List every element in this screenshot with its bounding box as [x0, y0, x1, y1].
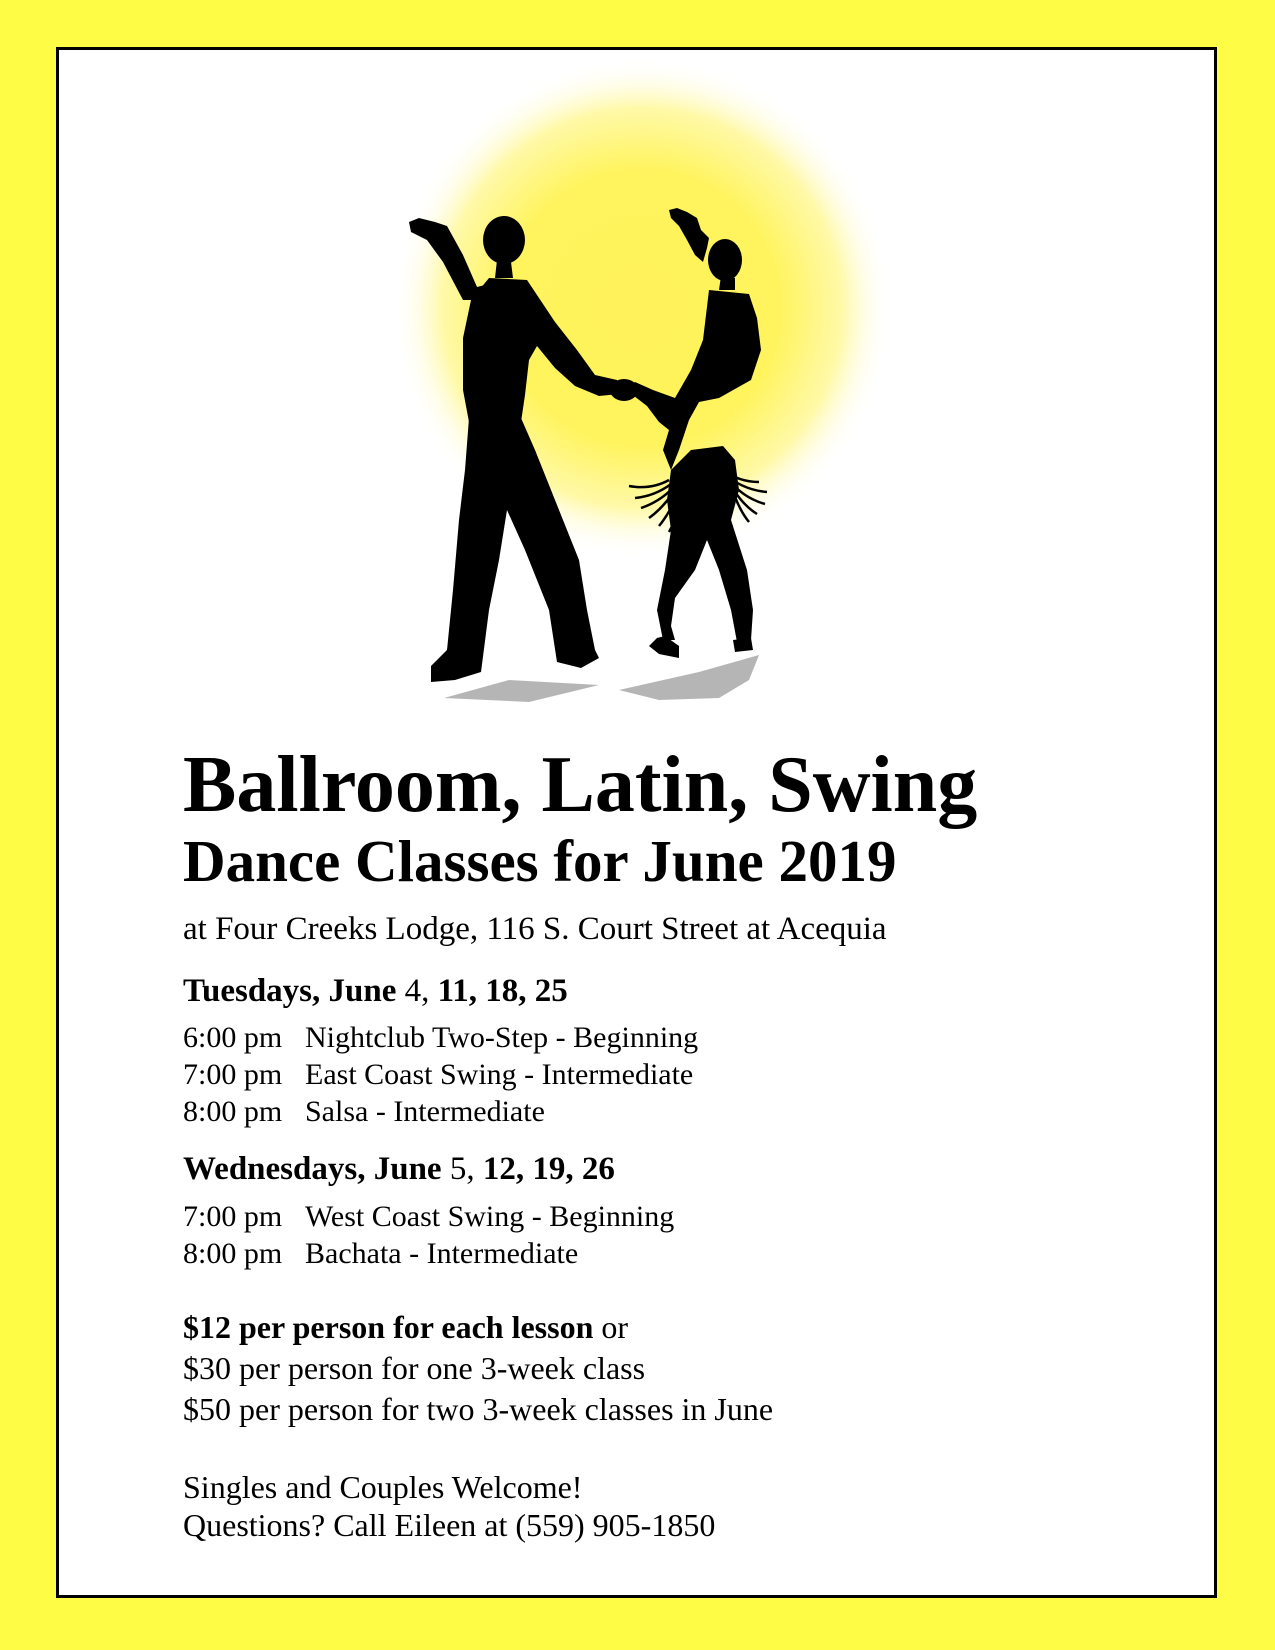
wednesday-class-list — [183, 1198, 674, 1272]
class-item — [183, 1019, 698, 1056]
class-time: 6:00 pm — [183, 1021, 283, 1054]
wednesday-day-label: Wednesdays, June — [183, 1151, 442, 1187]
tuesday-heading — [183, 972, 568, 1012]
flyer-subtitle: Dance Classes for June 2019 — [183, 828, 897, 894]
pricing-block — [183, 1307, 773, 1430]
tuesday-dates: 11, 18, 25 — [437, 973, 568, 1009]
pricing-line-3: $50 per person for two 3-week classes in June — [183, 1391, 774, 1427]
flyer-page — [56, 47, 1217, 1598]
wednesday-dates: 12, 19, 26 — [482, 1151, 615, 1187]
tuesday-first-date: 4, — [404, 973, 430, 1009]
class-time: 7:00 pm — [183, 1058, 283, 1091]
class-time: 8:00 pm — [183, 1095, 283, 1128]
class-item — [183, 1056, 698, 1093]
tuesday-class-list — [183, 1019, 698, 1130]
class-name: West Coast Swing - Beginning — [305, 1200, 675, 1233]
per-lesson-suffix: or — [601, 1309, 629, 1345]
welcome-text: Singles and Couples Welcome! — [183, 1469, 583, 1505]
class-name: Salsa - Intermediate — [305, 1095, 545, 1128]
flyer-title: Ballroom, Latin, Swing — [183, 741, 978, 829]
contact-phone-text: Questions? Call Eileen at (559) 905-1850 — [183, 1507, 716, 1543]
tuesday-day-label: Tuesdays, June — [183, 973, 397, 1009]
class-name: Nightclub Two-Step - Beginning — [305, 1021, 699, 1054]
wednesday-heading — [183, 1150, 615, 1190]
pricing-line-2: $30 per person for one 3-week class — [183, 1350, 646, 1386]
pricing-line-1 — [183, 1307, 773, 1348]
class-item — [183, 1235, 674, 1272]
contact-block — [183, 1468, 715, 1544]
class-time: 7:00 pm — [183, 1200, 283, 1233]
floor-shadows — [444, 655, 759, 702]
class-time: 8:00 pm — [183, 1237, 283, 1270]
dancing-couple-illustration — [59, 50, 1217, 770]
venue-address: at Four Creeks Lodge, 116 S. Court Street at Acequia — [183, 911, 887, 947]
class-name: East Coast Swing - Intermediate — [305, 1058, 694, 1091]
per-lesson-price: $12 per person for each lesson — [183, 1309, 594, 1345]
class-name: Bachata - Intermediate — [305, 1237, 579, 1270]
wednesday-first-date: 5, — [449, 1151, 475, 1187]
class-item — [183, 1198, 674, 1235]
class-item — [183, 1093, 698, 1130]
